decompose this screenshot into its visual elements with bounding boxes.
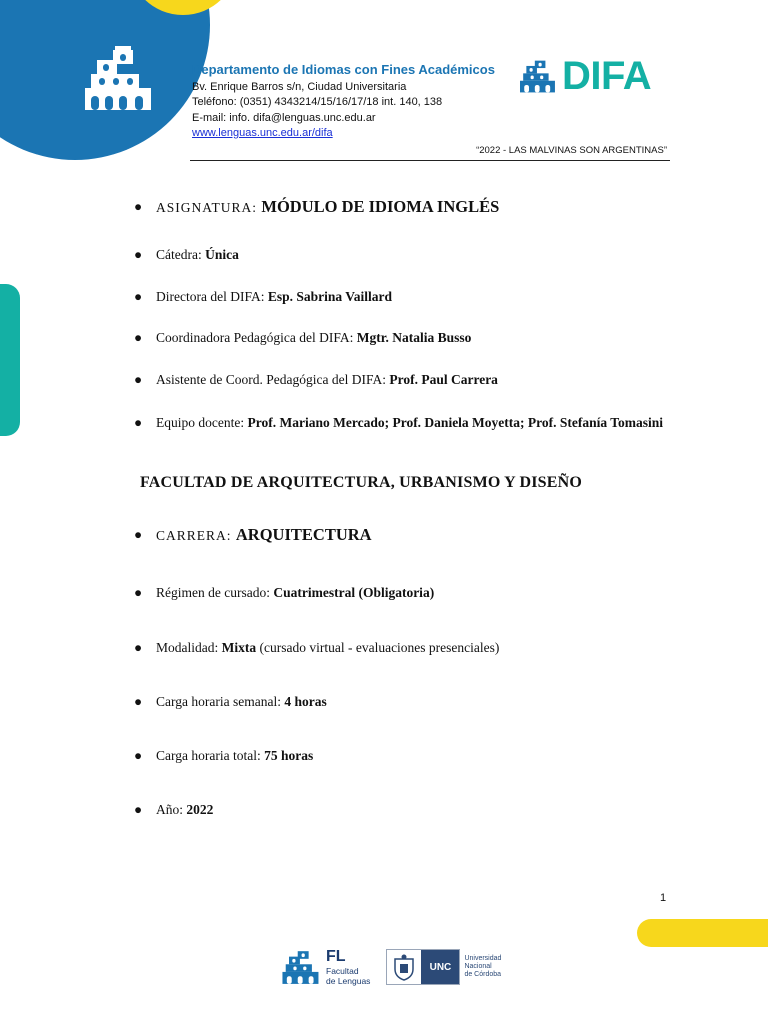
difa-small-building-icon — [520, 58, 556, 94]
bullet-icon: ● — [134, 330, 143, 345]
item-label: Cátedra: — [156, 247, 206, 262]
department-title: Departamento de Idiomas con Fines Académicos — [192, 62, 495, 77]
item-value: MÓDULO DE IDIOMA INGLÉS — [261, 197, 500, 216]
bullet-icon: ● — [134, 415, 143, 430]
item-label: Régimen de cursado: — [156, 585, 274, 600]
item-label: Equipo docente: — [156, 415, 248, 430]
list-item-asignatura — [134, 198, 674, 217]
unc-logo — [386, 949, 460, 985]
unc-line2: Nacional — [464, 963, 492, 970]
difa-logo — [520, 56, 651, 96]
list-item-asistente — [134, 371, 674, 389]
bullet-icon: ● — [134, 694, 143, 709]
item-value: ARQUITECTURA — [235, 525, 372, 544]
bullet-icon: ● — [134, 802, 143, 817]
bullet-icon: ● — [134, 247, 143, 262]
unc-line3: de Córdoba — [464, 971, 502, 978]
difa-brand-text: DIFA — [562, 54, 652, 98]
item-label: Asistente de Coord. Pedagógica del DIFA: — [156, 372, 390, 387]
bullet-icon: ● — [134, 640, 143, 655]
item-value: Prof. Paul Carrera — [389, 372, 498, 387]
unc-line1: Universidad — [464, 955, 502, 962]
item-value: Prof. Mariano Mercado; Prof. Daniela Moyetta; Prof. Stefanía Tomasini — [247, 415, 664, 430]
item-label: ASIGNATURA: — [156, 200, 262, 215]
item-value: 2022 — [186, 802, 214, 817]
list-item-catedra — [134, 246, 674, 264]
item-label: Año: — [156, 802, 187, 817]
list-item-directora — [134, 288, 674, 306]
list-item-anio — [134, 801, 674, 819]
list-item-modalidad — [134, 639, 674, 657]
bullet-icon: ● — [134, 527, 143, 542]
faculty-heading: FACULTAD DE ARQUITECTURA, URBANISMO Y DISEÑO — [140, 474, 583, 491]
item-value: Cuatrimestral (Obligatoria) — [273, 585, 435, 600]
unc-name — [464, 955, 501, 979]
difa-building-logo-icon — [85, 46, 153, 117]
fl-line2: de Lenguas — [326, 976, 371, 986]
bullet-icon: ● — [134, 372, 143, 387]
list-item-equipo-docente — [134, 414, 674, 432]
website-link[interactable]: www.lenguas.unc.edu.ar/difa — [192, 127, 333, 139]
header-divider — [190, 160, 670, 161]
item-extra: (cursado virtual - evaluaciones presenciales) — [256, 640, 500, 655]
phone: Teléfono: (0351) 4343214/15/16/17/18 int. 140, 138 — [192, 96, 443, 108]
list-item-carrera — [134, 526, 674, 545]
decor-yellow-pill — [637, 919, 768, 947]
bullet-icon: ● — [134, 289, 143, 304]
fl-building-icon — [282, 949, 320, 985]
item-value: Única — [205, 247, 239, 262]
department-info — [192, 62, 495, 142]
item-value: Mixta — [221, 640, 257, 655]
list-item-regimen — [134, 584, 674, 602]
item-label: Coordinadora Pedagógica del DIFA: — [156, 330, 357, 345]
item-label: Directora del DIFA: — [156, 289, 268, 304]
footer-logos — [282, 948, 501, 986]
item-value: Esp. Sabrina Vaillard — [267, 289, 393, 304]
page-number: 1 — [660, 892, 667, 904]
item-value: 4 horas — [284, 694, 327, 709]
unc-label: UNC — [421, 950, 459, 984]
list-item-coordinadora — [134, 329, 674, 347]
item-value: 75 horas — [264, 748, 314, 763]
fl-line1: Facultad — [326, 966, 359, 976]
item-label: Modalidad: — [156, 640, 222, 655]
item-label: CARRERA: — [156, 528, 236, 543]
unc-crest-icon — [387, 950, 421, 984]
email: E-mail: info. difa@lenguas.unc.edu.ar — [192, 111, 376, 124]
item-label: Carga horaria total: — [156, 748, 265, 763]
bullet-icon: ● — [134, 199, 143, 214]
list-item-carga-total — [134, 747, 674, 765]
item-value: Mgtr. Natalia Busso — [356, 330, 472, 345]
motto: “2022 - LAS MALVINAS SON ARGENTINAS” — [476, 145, 667, 156]
fl-abbrev: FL — [326, 948, 346, 965]
bullet-icon: ● — [134, 585, 143, 600]
decor-teal-tab — [0, 284, 20, 436]
address: Bv. Enrique Barros s/n, Ciudad Universitaria — [192, 80, 407, 93]
list-item-carga-semanal — [134, 693, 674, 711]
item-label: Carga horaria semanal: — [156, 694, 285, 709]
fl-logo-text — [326, 948, 370, 986]
bullet-icon: ● — [134, 748, 143, 763]
